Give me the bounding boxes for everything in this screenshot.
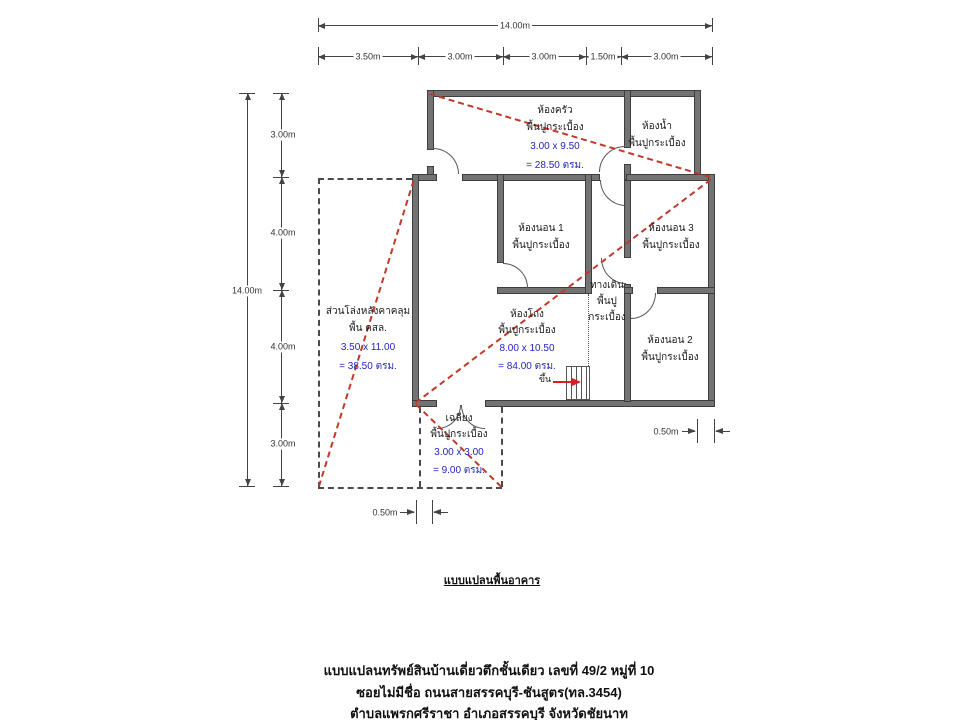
wall-bedroom1-right bbox=[585, 174, 592, 294]
room-bedroom3-labels bbox=[642, 220, 699, 254]
dim-top-seg1-label: 3.50m bbox=[355, 51, 381, 62]
room-hall-labels bbox=[498, 307, 556, 375]
room-name: ห้องโถง bbox=[510, 309, 544, 320]
dim-offset-right-label: 0.50m bbox=[653, 426, 679, 437]
dim-left-seg1-label: 3.00m bbox=[270, 129, 296, 140]
porch-left-dashed bbox=[419, 407, 421, 487]
room-floor: พื้นปูกระเบื้อง bbox=[498, 325, 556, 336]
door-arc-bedroom1 bbox=[503, 263, 528, 288]
address-line-3: ตำบลแพรกศรีราชา อำเภอสรรคบุรี จังหวัดชัยนาท bbox=[350, 706, 628, 720]
room-floor: พื้นปู bbox=[597, 296, 617, 307]
wall-main-bottom-b bbox=[485, 400, 715, 407]
room-name: ห้องนอน 1 bbox=[518, 223, 564, 234]
stairs-up-text: ขึ้น bbox=[538, 374, 552, 384]
dim-tick bbox=[416, 500, 417, 524]
dim-top-seg3-label: 3.00m bbox=[531, 51, 557, 62]
room-kitchen-labels bbox=[526, 102, 584, 174]
door-arc-hallway-top bbox=[600, 180, 626, 206]
wall-bedroom23-divider-b bbox=[657, 287, 715, 294]
room-size: 3.00 x 9.50 bbox=[530, 141, 580, 152]
room-area: = 38.50 ตรม. bbox=[339, 361, 397, 372]
dim-tick bbox=[273, 290, 289, 291]
room-floor: พื้นปูกระเบื้อง bbox=[512, 240, 570, 251]
room-name: เฉลียง bbox=[445, 413, 473, 424]
room-floor: กระเบื้อง bbox=[588, 312, 626, 323]
room-bedroom1-labels bbox=[512, 220, 569, 254]
wall-top-strip-top bbox=[427, 90, 700, 97]
dim-tick bbox=[273, 177, 289, 178]
wall-bedroom1-left bbox=[497, 174, 504, 263]
room-size: 3.00 x 3.00 bbox=[434, 447, 484, 458]
dim-tick bbox=[586, 47, 587, 65]
room-bedroom2-labels bbox=[641, 332, 698, 366]
wall-bathroom-right bbox=[694, 90, 701, 180]
open-area-top-dashed bbox=[318, 178, 412, 180]
room-hallway-labels bbox=[588, 278, 625, 326]
room-name: ห้องครัว bbox=[537, 105, 573, 116]
room-area: = 84.00 ตรม. bbox=[498, 361, 556, 372]
dim-left-seg4-label: 3.00m bbox=[270, 438, 296, 449]
room-bathroom-labels bbox=[628, 118, 685, 152]
dim-tick bbox=[418, 47, 419, 65]
room-name: ส่วนโล่งหลังคาคลุม bbox=[325, 306, 411, 317]
room-floor: พื้นปูกระเบื้อง bbox=[628, 138, 686, 149]
dim-tick bbox=[239, 93, 255, 94]
dim-left-seg2-label: 4.00m bbox=[270, 227, 296, 238]
wall-main-top-b bbox=[462, 174, 600, 181]
room-name: ห้องน้ำ bbox=[642, 121, 672, 132]
dim-tick bbox=[712, 47, 713, 65]
room-porch-labels bbox=[430, 411, 487, 479]
dim-tick bbox=[273, 93, 289, 94]
dim-left-seg3-label: 4.00m bbox=[270, 341, 296, 352]
arrow-left-icon bbox=[715, 428, 723, 434]
room-floor: พื้น คสล. bbox=[349, 323, 387, 334]
dim-top-seg2-label: 3.00m bbox=[447, 51, 473, 62]
dim-tick bbox=[621, 47, 622, 65]
dim-tick bbox=[318, 18, 319, 32]
dim-left-total-label: 14.00m bbox=[231, 285, 263, 296]
room-size: 8.00 x 10.50 bbox=[499, 343, 555, 354]
room-floor: พื้นปูกระเบื้อง bbox=[430, 429, 488, 440]
door-arc-bedroom2 bbox=[631, 293, 656, 319]
dim-tick bbox=[239, 486, 255, 487]
door-arc-kitchen bbox=[433, 148, 459, 174]
room-floor: พื้นปูกระเบื้อง bbox=[641, 352, 699, 363]
wall-main-left bbox=[412, 174, 419, 406]
dim-top-seg4-label: 1.50m bbox=[590, 51, 616, 62]
dim-tick bbox=[273, 486, 289, 487]
dim-tick bbox=[712, 18, 713, 32]
stairs-direction-line bbox=[553, 381, 573, 383]
dim-offset-left-label: 0.50m bbox=[372, 507, 398, 518]
room-area: = 9.00 ตรม. bbox=[432, 465, 486, 476]
porch-right-dashed bbox=[501, 407, 503, 487]
arrow-right-icon bbox=[688, 428, 696, 434]
open-area-left-dashed bbox=[318, 178, 320, 488]
dim-tick bbox=[273, 403, 289, 404]
room-name: ห้องนอน 3 bbox=[648, 223, 694, 234]
dim-tick bbox=[697, 419, 698, 443]
stairs-direction-arrow-icon bbox=[572, 378, 581, 386]
dim-top-seg5-label: 3.00m bbox=[653, 51, 679, 62]
dim-top-total-label: 14.00m bbox=[499, 20, 531, 31]
plan-caption: แบบแปลนพื้นอาคาร bbox=[443, 575, 541, 587]
wall-bedroom1-bottom bbox=[497, 287, 591, 294]
wall-kitchen-left-upper bbox=[427, 90, 434, 150]
dim-tick bbox=[503, 47, 504, 65]
address-line-1: แบบแปลนทรัพย์สินบ้านเดี่ยวตึกชั้นเดียว เลขที่ 49/2 หมู่ที่ 10 bbox=[323, 663, 655, 678]
dim-tick bbox=[318, 47, 319, 65]
arrow-left-icon bbox=[433, 509, 441, 515]
room-size: 3.50 x 11.00 bbox=[340, 342, 396, 353]
bottom-dashed bbox=[318, 487, 502, 489]
room-area: = 28.50 ตรม. bbox=[526, 160, 584, 171]
arrow-right-icon bbox=[407, 509, 415, 515]
room-floor: พื้นปูกระเบื้อง bbox=[642, 240, 700, 251]
room-name: ห้องนอน 2 bbox=[647, 335, 693, 346]
address-line-2: ซอยไม่มีชื่อ ถนนสายสรรคบุรี-ชันสูตร(ทล.3454) bbox=[356, 685, 622, 700]
room-name: ทางเดิน bbox=[590, 280, 624, 291]
room-open-area-labels bbox=[326, 303, 410, 375]
room-floor: พื้นปูกระเบื้อง bbox=[526, 122, 584, 133]
